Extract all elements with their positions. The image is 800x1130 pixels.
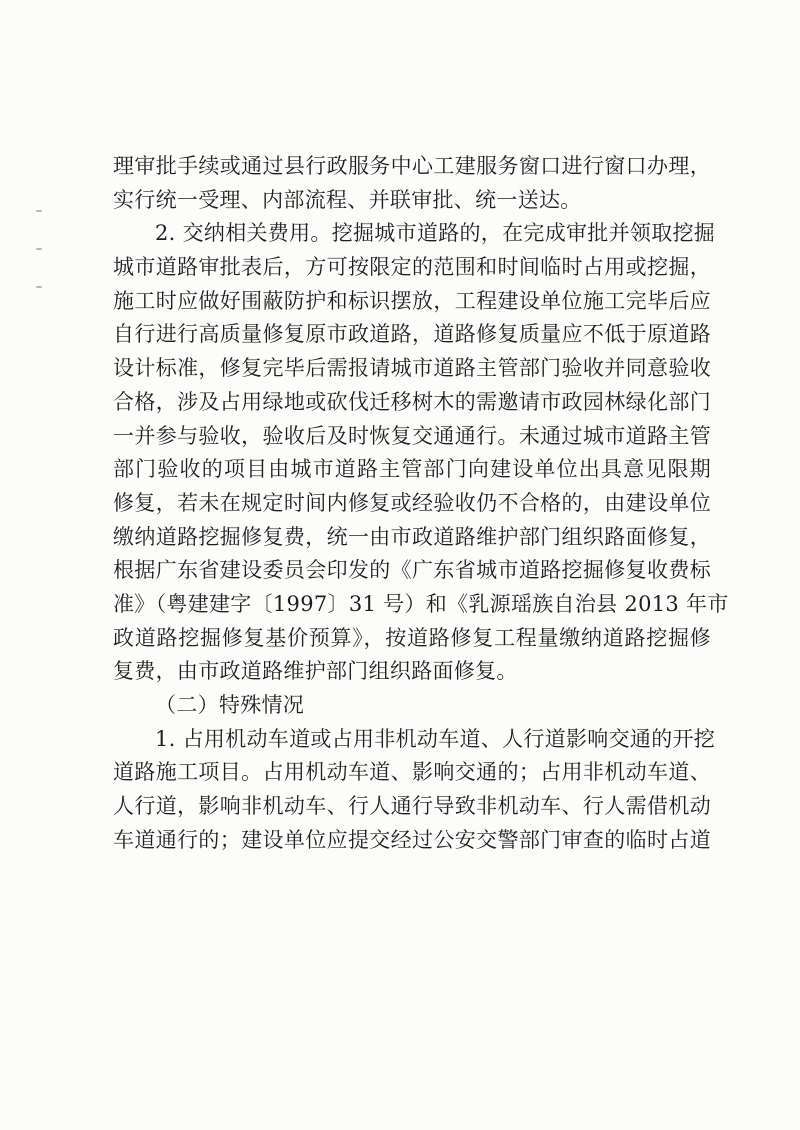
text-line: 部门验收的项目由城市道路主管部门向建设单位出具意见限期 <box>113 457 711 482</box>
text-line: 缴纳道路挖掘修复费，统一由市政道路维护部门组织路面修复， <box>113 524 711 549</box>
text-line: 车道通行的；建设单位应提交经过公安交警部门审查的临时占道 <box>113 827 711 852</box>
text-line: 根据广东省建设委员会印发的《广东省城市道路挖掘修复收费标 <box>113 558 711 583</box>
binding-hole-marks <box>36 210 46 310</box>
text-line: 合格，涉及占用绿地或砍伐迁移树木的需邀请市政园林绿化部门 <box>113 389 711 414</box>
text-line: 政道路挖掘修复基价预算》，按道路修复工程量缴纳道路挖掘修 <box>113 625 711 650</box>
margin-mark <box>36 248 42 250</box>
margin-mark <box>36 210 42 212</box>
text-line: 2. 交纳相关费用。挖掘城市道路的，在完成审批并领取挖掘 <box>155 221 716 246</box>
margin-mark <box>36 286 42 288</box>
text-line: 准》（粤建建字〔1997〕31 号）和《乳源瑶族自治县 2013 年市 <box>113 591 729 616</box>
text-line: 施工时应做好围蔽防护和标识摆放，工程建设单位施工完毕后应 <box>113 288 711 313</box>
text-line: 复费，由市政道路维护部门组织路面修复。 <box>113 659 518 684</box>
text-line: 人行道，影响非机动车、行人通行导致非机动车、行人需借机动 <box>113 794 711 819</box>
text-line: 一并参与验收，验收后及时恢复交通通行。未通过城市道路主管 <box>113 423 711 448</box>
section-heading: （二）特殊情况 <box>155 693 305 717</box>
body-text <box>113 150 729 857</box>
text-line: 设计标准，修复完毕后需报请城市道路主管部门验收并同意验收 <box>113 356 711 381</box>
text-line: 道路施工项目。占用机动车道、影响交通的；占用非机动车道、 <box>113 760 711 785</box>
text-line: 修复，若未在规定时间内修复或经验收仍不合格的，由建设单位 <box>113 490 711 515</box>
text-line: 理审批手续或通过县行政服务中心工建服务窗口进行窗口办理， <box>113 154 711 178</box>
text-line: 自行进行高质量修复原市政道路，道路修复质量应不低于原道路 <box>113 322 711 347</box>
text-line: 1. 占用机动车道或占用非机动车道、人行道影响交通的开挖 <box>155 726 716 751</box>
text-line: 城市道路审批表后，方可按限定的范围和时间临时占用或挖掘， <box>113 255 711 280</box>
text-line: 实行统一受理、内部流程、并联审批、统一送达。 <box>113 187 582 212</box>
